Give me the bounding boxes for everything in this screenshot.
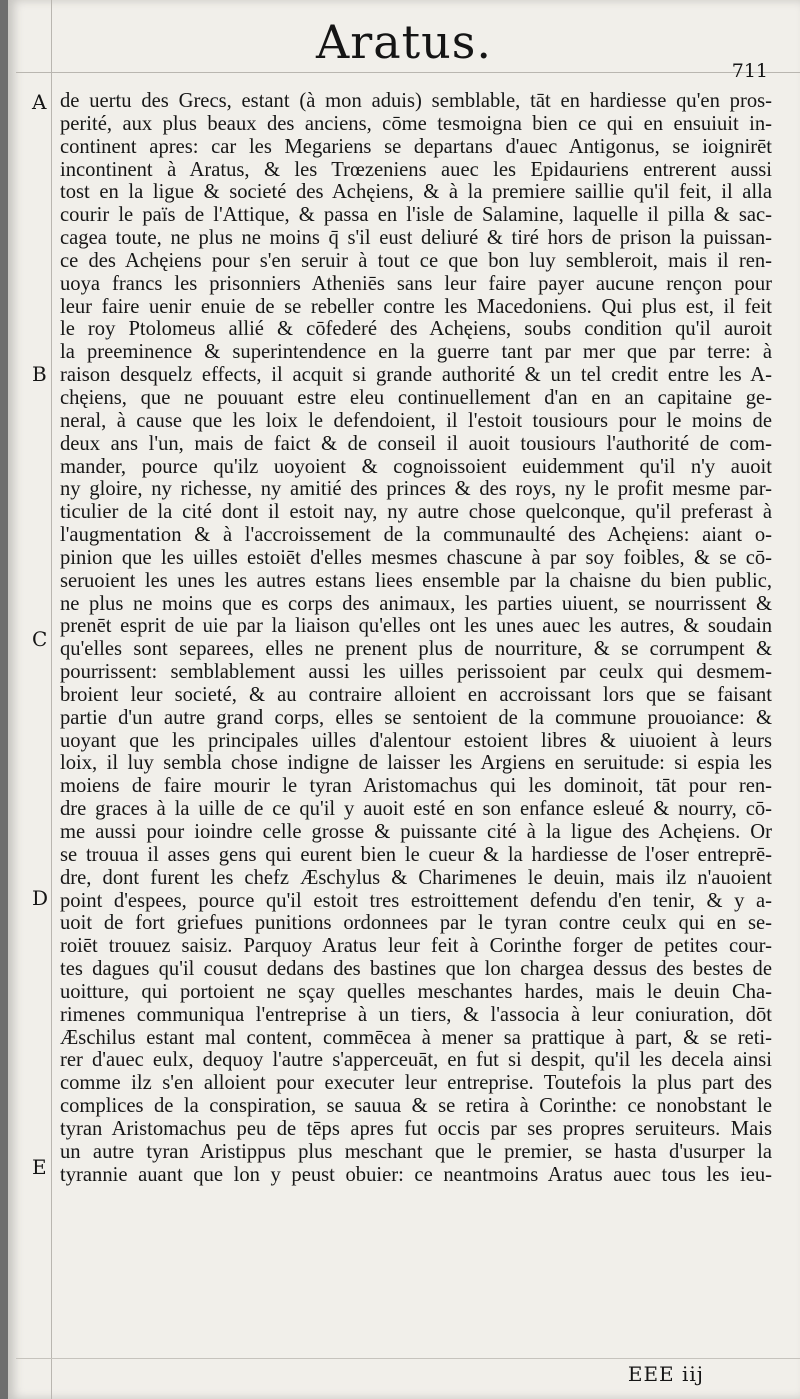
text-line: cagea toute, ne plus ne moins q̄ s'il eust deliuré & tiré hors de prison la puissan- (60, 227, 772, 250)
text-line: deux ans l'un, mais de faict & de conseil il auoit tousiours l'authorité de com- (60, 432, 772, 455)
text-line: comme ilz s'en alloient pour executer leur entreprise. Toutefois la plus part des (60, 1072, 772, 1095)
text-line: chęiens, que ne pouuant estre eleu continuellement d'an en an capitaine ge- (60, 386, 772, 409)
text-line: broient leur societé, & au contraire alloient en accroissant lors que se faisant (60, 683, 772, 706)
text-line: Æschilus estant mal content, commēcea à mener sa prattique à part, & se reti- (60, 1026, 772, 1049)
text-line: point d'espees, pource qu'il estoit tres estroittement defendu d'en tenir, & y a- (60, 889, 772, 912)
text-line: incontinent à Aratus, & les Trœzeniens auec les Epidauriens entrerent aussi (60, 158, 772, 181)
text-line: mander, pource qu'ilz uoyoient & cognoissoient euidemment qu'il n'y auoit (60, 455, 772, 478)
text-line: pinion que les uilles estoiēt d'elles mesmes chascune à par soy foibles, & se cō- (60, 546, 772, 569)
text-line: moiens de faire mourir le tyran Aristomachus qui les dominoit, tāt pour ren- (60, 775, 772, 798)
signature-mark: EEE iij (627, 1362, 704, 1386)
text-line: uoit de fort griefues punitions ordonnees par le tyran contre ceulx qui en se- (60, 912, 772, 935)
text-line: tes dagues qu'il cousut dedans des bastines que lon chargea dessus des bestes de (60, 958, 772, 981)
text-line: rer d'auec eulx, dequoy l'autre s'apperceuāt, en fut si despit, qu'il les decela ainsi (60, 1049, 772, 1072)
text-line: dre, dont furent les chefz Æschylus & Charimenes le deuin, mais ilz n'auoient (60, 866, 772, 889)
text-line: prenēt esprit de uie par la liaison qu'elles ont les unes auec les autres, & soudain (60, 615, 772, 638)
running-title: Aratus. (316, 15, 492, 69)
text-line: ny gloire, ny richesse, ny amitié des princes & des roys, ny le profit mesme par- (60, 478, 772, 501)
text-line: courir le païs de l'Attique, & passa en l'isle de Salamine, laquelle il pilla & sac- (60, 204, 772, 227)
text-line: partie d'un autre grand corps, elles se sentoient de la commune prouoiance: & (60, 706, 772, 729)
text-line: tost en la ligue & societé des Achęiens, & à la premiere saillie qu'il feit, il alla (60, 181, 772, 204)
text-line: pourrissent: semblablement aussi les uilles perissoient par ceulx qui desmem- (60, 661, 772, 684)
text-line: seruoient les unes les autres estans liees ensemble par la chaisne du bien public, (60, 569, 772, 592)
text-line: roiēt trouuez saisiz. Parquoy Aratus leur feit à Corinthe forger de petites cour- (60, 935, 772, 958)
margin-rule-vertical (51, 0, 52, 1399)
header-rule (16, 72, 800, 73)
text-line: uoya francs les prisonniers Atheniēs sans leur faire payer aucune rençon pour (60, 272, 772, 295)
text-line: la preeminence & superintendence en la guerre tant par mer que par terre: à (60, 341, 772, 364)
text-line: dre graces à la uille de ce qu'il y auoit esté en son enfance esleué & nourry, cō- (60, 798, 772, 821)
body-text (60, 90, 772, 1187)
text-line: uoyant que les principales uilles d'alentour estoient libres & uiuoient à leurs (60, 729, 772, 752)
text-line: neral, à cause que les loix le defendoient, il l'estoit tousiours pour le moins de (60, 409, 772, 432)
text-line: raison desquelz effects, il acquit si grande authorité & un tel credit entre les A- (60, 364, 772, 387)
footer-rule (16, 1358, 800, 1359)
text-line: me aussi pour ioindre celle grosse & puissante cité à la ligue des Achęiens. Or (60, 821, 772, 843)
book-page (8, 0, 800, 1399)
page-number: 711 (731, 60, 768, 82)
text-line: le roy Ptolomeus allié & cōfederé des Achęiens, soubs condition qu'il auroit (60, 318, 772, 341)
text-line: l'augmentation & à l'accroissement de la communaulté des Achęiens: aiant o- (60, 524, 772, 547)
text-line: loix, il luy sembla chose indigne de laisser les Argiens en seruitude: si espia les (60, 752, 772, 775)
margin-letter-d: D (32, 886, 49, 910)
text-line: tyran Aristomachus peu de tēps apres fut occis par ses propres seruiteurs. Mais (60, 1117, 772, 1140)
margin-letter-c: C (32, 627, 48, 651)
text-line: de uertu des Grecs, estant (à mon aduis) semblable, tāt en hardiesse qu'en pros- (60, 90, 772, 112)
margin-letter-e: E (32, 1155, 47, 1179)
text-line: qu'elles sont separees, elles ne prenent plus de nourriture, & se corrumpent & (60, 638, 772, 661)
margin-letter-a: A (32, 90, 47, 114)
text-line: rimenes communiqua l'entreprise à un tiers, & l'associa à leur coniuration, dōt (60, 1003, 772, 1026)
text-line: ne plus ne moins que es corps des animaux, les parties uiuent, se nourrissent & (60, 592, 772, 615)
text-line: continent apres: car les Megariens se departans d'auec Antigonus, se ioignirēt (60, 135, 772, 158)
text-line: perité, aux plus beaux des anciens, cōme tesmoigna bien ce qui en ensuiuit in- (60, 112, 772, 135)
text-line: complices de la conspiration, se sauua & se retira à Corinthe: ce nonobstant le (60, 1095, 772, 1118)
text-line: ticulier de la cité dont il estoit nay, ny autre chose quelconque, qu'il preferast à (60, 501, 772, 524)
margin-letter-b: B (32, 362, 47, 386)
text-line: tyrannie auant que lon y peust obuier: ce neantmoins Aratus auec tous les ieu- (60, 1163, 772, 1186)
text-line: leur faire uenir enuie de se rebeller contre les Macedoniens. Qui plus est, il feit (60, 295, 772, 318)
text-line: uoitture, qui portoient ne sçay quelles meschantes hardes, mais le deuin Cha- (60, 980, 772, 1003)
text-line: un autre tyran Aristippus plus meschant que le premier, se hasta d'usurper la (60, 1140, 772, 1163)
text-line: se trouua il asses gens qui eurent bien le cueur & la hardiesse de l'oser entreprē- (60, 843, 772, 866)
text-line: ce des Achęiens pour s'en seruir à tout ce que bon luy sembleroit, mais il ren- (60, 249, 772, 272)
